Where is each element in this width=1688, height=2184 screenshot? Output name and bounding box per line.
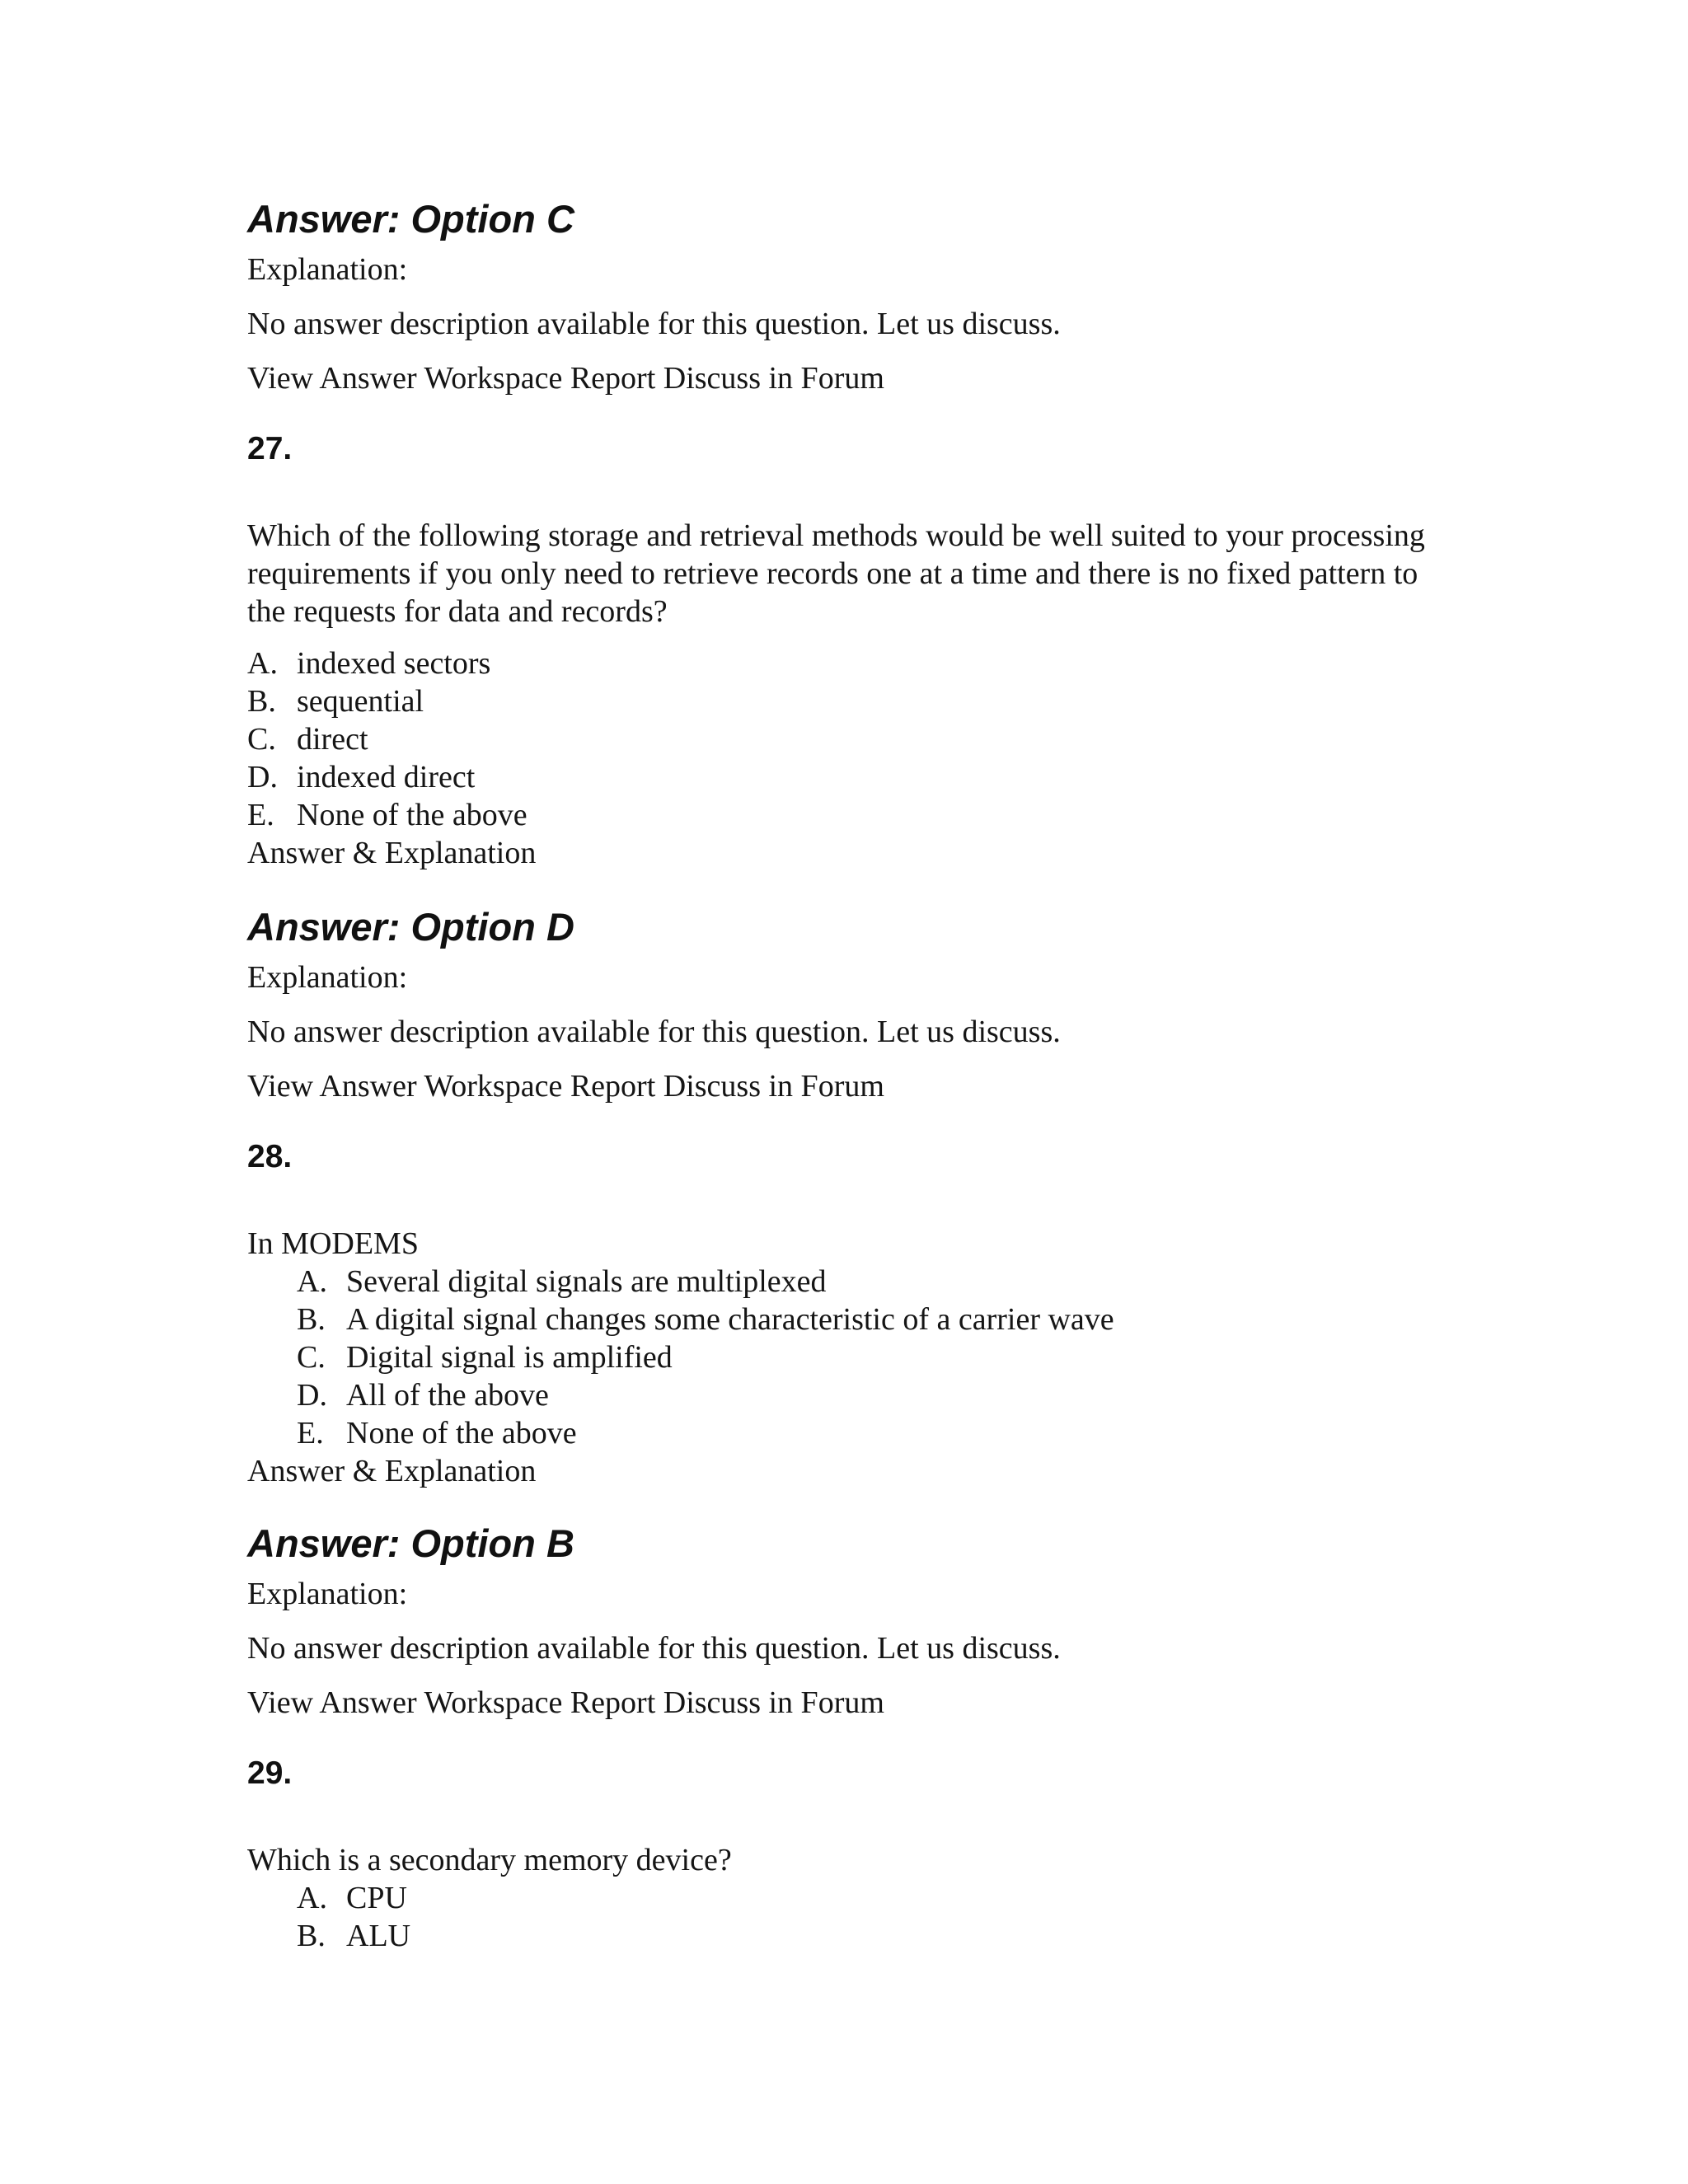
option-letter: A. [247,646,278,681]
option-letter: B. [247,684,276,719]
workspace-link[interactable]: Workspace [424,361,563,396]
option-letter: A. [297,1881,327,1915]
answer-links [247,359,884,397]
option-text: indexed direct [297,760,476,794]
explanation-label: Explanation: [247,1577,408,1611]
report-link[interactable]: Report [570,1685,656,1720]
option-e[interactable] [247,796,528,834]
option-text: Digital signal is amplified [346,1340,673,1375]
discuss-in-forum-link[interactable]: Discuss in Forum [663,1685,884,1720]
option-letter: C. [297,1340,326,1375]
view-answer-link[interactable]: View Answer [247,1069,417,1104]
option-a[interactable] [297,1263,827,1301]
option-text: CPU [346,1881,407,1915]
explanation-text: No answer description available for this question. Let us discuss. [247,307,1061,341]
option-letter: E. [297,1416,324,1451]
option-b[interactable] [247,682,424,720]
option-letter: D. [297,1378,327,1413]
answer-heading: Answer: Option B [247,1521,574,1565]
answer-heading: Answer: Option D [247,905,574,949]
option-a[interactable] [247,644,490,682]
option-b[interactable] [297,1301,1114,1338]
report-link[interactable]: Report [570,361,656,396]
explanation-label: Explanation: [247,252,408,287]
workspace-link[interactable]: Workspace [424,1069,563,1104]
answer-explanation-toggle[interactable]: Answer & Explanation [247,836,537,870]
question-number: 28. [247,1139,293,1174]
workspace-link[interactable]: Workspace [424,1685,563,1720]
option-a[interactable] [297,1879,407,1917]
option-text: indexed sectors [297,646,491,681]
option-d[interactable] [297,1376,549,1414]
option-e[interactable] [297,1414,577,1452]
option-letter: D. [247,760,278,794]
option-letter: E. [247,798,274,832]
option-text: sequential [297,684,424,719]
option-text: Several digital signals are multiplexed [346,1264,827,1299]
option-text: A digital signal changes some characteristic of a carrier wave [346,1302,1114,1337]
answer-heading: Answer: Option C [247,197,574,241]
discuss-in-forum-link[interactable]: Discuss in Forum [663,1069,884,1104]
option-b[interactable] [297,1917,410,1955]
explanation-text: No answer description available for this question. Let us discuss. [247,1015,1061,1049]
option-text: All of the above [346,1378,549,1413]
question-text: In MODEMS [247,1226,419,1261]
option-letter: B. [297,1919,326,1953]
option-c[interactable] [297,1338,673,1376]
answer-links [247,1067,884,1105]
question-text: Which of the following storage and retrieval methods would be well suited to your processing requirements if you only need to retrieve records one at a time and there is no fixed pattern to the requests for data and records? [247,518,1425,629]
report-link[interactable]: Report [570,1069,656,1104]
explanation-label: Explanation: [247,960,408,995]
answer-links [247,1684,884,1722]
option-d[interactable] [247,758,475,796]
option-text: direct [297,722,368,757]
question-number: 29. [247,1755,293,1791]
option-letter: A. [297,1264,327,1299]
view-answer-link[interactable]: View Answer [247,361,417,396]
option-text: None of the above [346,1416,577,1451]
option-text: ALU [346,1919,411,1953]
option-text: None of the above [297,798,528,832]
explanation-text: No answer description available for this question. Let us discuss. [247,1631,1061,1666]
option-c[interactable] [247,720,368,758]
answer-explanation-toggle[interactable]: Answer & Explanation [247,1454,537,1488]
question-text: Which is a secondary memory device? [247,1843,732,1877]
discuss-in-forum-link[interactable]: Discuss in Forum [663,361,884,396]
option-letter: B. [297,1302,326,1337]
view-answer-link[interactable]: View Answer [247,1685,417,1720]
option-letter: C. [247,722,276,757]
question-number: 27. [247,431,293,466]
